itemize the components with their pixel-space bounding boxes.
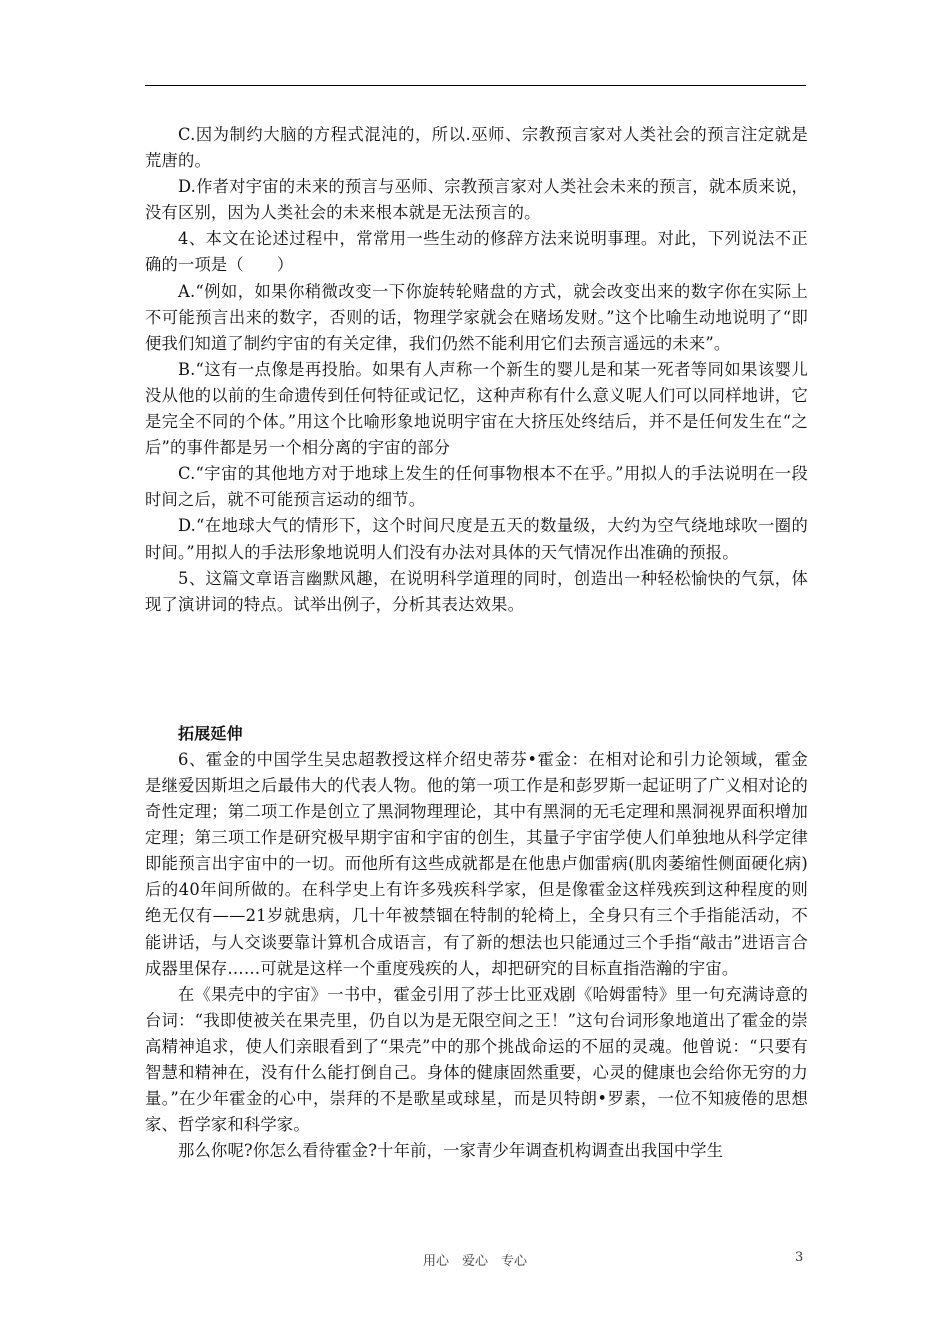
section-heading: 拓展延伸 [178,723,243,743]
question-6-paragraph-2: 在《果壳中的宇宙》一书中，霍金引用了莎士比亚戏剧《哈姆雷特》里一句充满诗意的台词：“我即使被关在果壳里，仍自以为是无限空间之王！”这句台词形象地道出了霍金的崇高精神追求，使人们亲眼看到了“果壳”中的那个挑战命运的不屈的灵魂。他曾说：“只要有智慧和精神在，没有什么能打倒自己。身体的健康固然重要，心灵的健康也会给你无穷的力量。”在少年霍金的心中，崇拜的不是歌星或球星，而是贝特朗•罗素，一位不知疲倦的思想家、哲学家和科学家。 [145,984,808,1135]
option-d-q4: D.“在地球大气的情形下，这个时间尺度是五天的数量级，大约为空气绕地球吹一圈的时间。”用拟人的手法形象地说明人们没有办法对具体的天气情况作出准确的预报。 [145,516,808,562]
question-4: 4、本文在论述过程中，常常用一些生动的修辞方法来说明事理。对此，下列说法不正确的一项是（ ） [145,229,808,275]
option-d-q3: D.作者对宇宙的未来的预言与巫师、宗教预言家对人类社会未来的预言，就本质来说，没有区别，因为人类社会的未来根本就是无法预言的。 [145,177,808,223]
footer-slogan: 用心 爱心 专心 [422,1254,527,1269]
option-c-q3: C.因为制约大脑的方程式混沌的，所以.巫师、宗教预言家对人类社会的预言注定就是荒唐的。 [145,125,808,171]
page-number: 3 [795,1250,804,1265]
question-6-paragraph-3: 那么你呢?你怎么看待霍金?十年前，一家青少年调查机构调查出我国中学生 [178,1141,724,1161]
header-rule [145,85,806,86]
question-5: 5、这篇文章语言幽默风趣，在说明科学道理的同时，创造出一种轻松愉快的气氛，体现了演讲词的特点。试举出例子，分析其表达效果。 [145,568,808,614]
option-a-q4: A.“例如，如果你稍微改变一下你旋转轮赌盘的方式，就会改变出来的数字你在实际上不可能预言出来的数字，否则的话，物理学家就会在赌场发财。”这个比喻生动地说明了“即便我们知道了制约宇宙的有关定律，我们仍然不能利用它们去预言遥远的未来”。 [145,281,808,353]
option-c-q4: C.“宇宙的其他地方对于地球上发生的任何事物根本不在乎。”用拟人的手法说明在一段时间之后，就不可能预言运动的细节。 [145,464,808,510]
option-b-q4: B.“这有一点像是再投胎。如果有人声称一个新生的婴儿是和某一死者等同如果该婴儿没从他的以前的生命遗传到任何特征或记忆，这种声称有什么意义呢人们可以同样地讲，它是完全不同的个体。”用这个比喻形象地说明宇宙在大挤压处终结后，并不是任何发生在“之后”的事件都是另一个相分离的宇宙的部分 [145,359,808,458]
document-body [145,122,808,1164]
answer-space [145,618,808,721]
question-6-paragraph-1: 6、霍金的中国学生吴忠超教授这样介绍史蒂芬•霍金：在相对论和引力论领域，霍金是继爱因斯坦之后最伟大的代表人物。他的第一项工作是和彭罗斯一起证明了广义相对论的奇性定理；第二项工作是创立了黑洞物理理论，其中有黑洞的无毛定理和黑洞视界面积增加定理；第三项工作是研究极早期宇宙和宇宙的创生，其量子宇宙学使人们单独地从科学定律即能预言出宇宙中的一切。而他所有这些成就都是在他患卢伽雷病(肌肉萎缩性侧面硬化病)后的40年间所做的。在科学史上有许多残疾科学家，但是像霍金这样残疾到这种程度的则绝无仅有——21岁就患病，几十年被禁锢在特制的轮椅上，全身只有三个手指能活动，不能讲话，与人交谈要靠计算机合成语言，有了新的想法也只能通过三个手指“敲击”进语言合成器里保存……可就是这样一个重度残疾的人，却把研究的目标直指浩瀚的宇宙。 [145,749,808,978]
